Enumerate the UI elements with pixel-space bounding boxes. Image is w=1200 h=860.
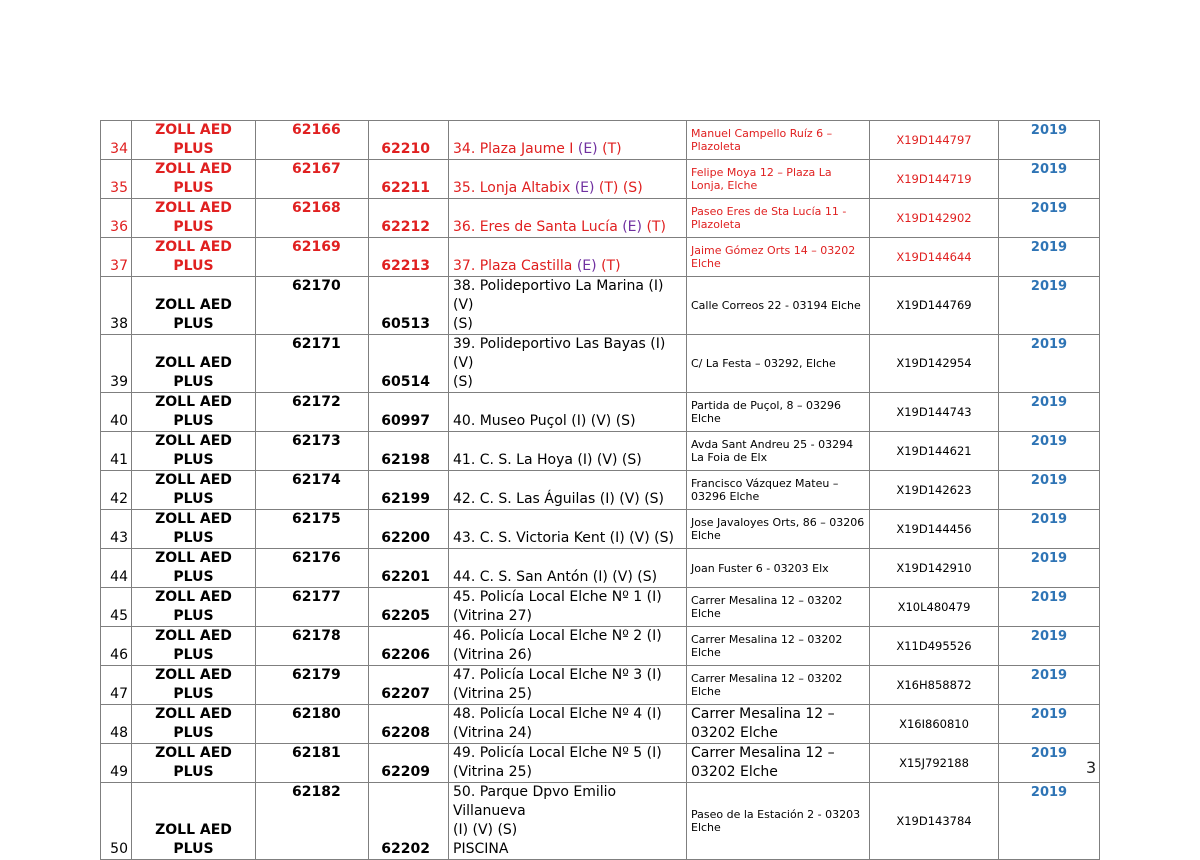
model-cell: ZOLL AED PLUS (132, 549, 256, 588)
location-line: 47. Policía Local Elche Nº 3 (I) (453, 667, 662, 683)
code-b-cell: 62200 (369, 510, 449, 549)
location-line: (I) (V) (S) (453, 822, 518, 838)
location-tag-e: (E) (622, 219, 642, 235)
location-line: 45. Policía Local Elche Nº 1 (I) (453, 589, 662, 605)
location-tag-e: (E) (574, 180, 595, 196)
serial-cell: X19D144797 (870, 121, 999, 160)
row-number: 45 (101, 588, 132, 627)
location-tags: (T) (S) (594, 180, 643, 196)
location-cell (449, 393, 687, 432)
year-cell: 2019 (999, 199, 1100, 238)
serial-cell: X16I860810 (870, 705, 999, 744)
location-name: 36. Eres de Santa Lucía (453, 219, 623, 235)
year-cell: 2019 (999, 588, 1100, 627)
location-line: 43. C. S. Victoria Kent (I) (V) (S) (453, 530, 674, 546)
year-cell: 2019 (999, 393, 1100, 432)
model-cell: ZOLL AED PLUS (132, 277, 256, 335)
location-cell (449, 627, 687, 666)
year-cell: 2019 (999, 432, 1100, 471)
location-cell (449, 471, 687, 510)
model-cell: ZOLL AED PLUS (132, 510, 256, 549)
table-row (101, 549, 1100, 588)
model-cell: ZOLL AED PLUS (132, 199, 256, 238)
code-a-cell: 62172 (256, 393, 369, 432)
code-b-cell: 62209 (369, 744, 449, 783)
serial-cell: X19D144743 (870, 393, 999, 432)
table-row (101, 744, 1100, 783)
table-row (101, 588, 1100, 627)
location-tags: (T) (596, 258, 621, 274)
year-cell: 2019 (999, 783, 1100, 860)
location-cell (449, 335, 687, 393)
row-number: 43 (101, 510, 132, 549)
location-cell (449, 744, 687, 783)
year-cell: 2019 (999, 335, 1100, 393)
code-a-cell: 62167 (256, 160, 369, 199)
code-b-cell: 62206 (369, 627, 449, 666)
code-a-cell: 62168 (256, 199, 369, 238)
table-row (101, 510, 1100, 549)
code-b-cell: 62202 (369, 783, 449, 860)
location-tag-e: (E) (576, 258, 597, 274)
table-row (101, 160, 1100, 199)
location-line: (S) (453, 316, 473, 332)
model-cell: ZOLL AED PLUS (132, 471, 256, 510)
address-cell: Jaime Gómez Orts 14 – 03202 Elche (687, 238, 870, 277)
model-cell: ZOLL AED PLUS (132, 783, 256, 860)
location-cell (449, 705, 687, 744)
row-number: 39 (101, 335, 132, 393)
table-row (101, 432, 1100, 471)
model-cell: ZOLL AED PLUS (132, 627, 256, 666)
year-cell: 2019 (999, 277, 1100, 335)
code-b-cell: 62205 (369, 588, 449, 627)
code-b-cell: 62213 (369, 238, 449, 277)
location-line: (Vitrina 27) (453, 608, 532, 624)
table-row (101, 199, 1100, 238)
code-b-cell: 60997 (369, 393, 449, 432)
location-name: 34. Plaza Jaume I (453, 141, 578, 157)
location-line: 39. Polideportivo Las Bayas (I) (V) (453, 336, 666, 371)
code-b-cell: 62212 (369, 199, 449, 238)
location-cell (449, 160, 687, 199)
year-cell: 2019 (999, 666, 1100, 705)
year-cell: 2019 (999, 238, 1100, 277)
table-row (101, 666, 1100, 705)
row-number: 47 (101, 666, 132, 705)
address-cell: Paseo Eres de Sta Lucía 11 - Plazoleta (687, 199, 870, 238)
location-line: 49. Policía Local Elche Nº 5 (I) (453, 745, 662, 761)
model-cell: ZOLL AED PLUS (132, 238, 256, 277)
table-row (101, 277, 1100, 335)
table-row (101, 471, 1100, 510)
code-a-cell: 62180 (256, 705, 369, 744)
address-cell: Avda Sant Andreu 25 - 03294 La Foia de Elx (687, 432, 870, 471)
serial-cell: X16H858872 (870, 666, 999, 705)
code-b-cell: 60513 (369, 277, 449, 335)
address-cell: Calle Correos 22 - 03194 Elche (687, 277, 870, 335)
page-number: 3 (1086, 758, 1097, 777)
location-line: 42. C. S. Las Águilas (I) (V) (S) (453, 491, 665, 507)
location-cell (449, 199, 687, 238)
serial-cell: X19D142902 (870, 199, 999, 238)
code-a-cell: 62166 (256, 121, 369, 160)
code-b-cell: 60514 (369, 335, 449, 393)
address-cell: Carrer Mesalina 12 – 03202 Elche (687, 588, 870, 627)
model-cell: ZOLL AED PLUS (132, 432, 256, 471)
location-line: (Vitrina 25) (453, 764, 532, 780)
serial-cell: X10L480479 (870, 588, 999, 627)
address-cell: Carrer Mesalina 12 – 03202 Elche (687, 627, 870, 666)
location-tags: (T) (642, 219, 666, 235)
model-cell: ZOLL AED PLUS (132, 705, 256, 744)
location-cell (449, 277, 687, 335)
row-number: 40 (101, 393, 132, 432)
row-number: 41 (101, 432, 132, 471)
code-b-cell: 62210 (369, 121, 449, 160)
location-line: 46. Policía Local Elche Nº 2 (I) (453, 628, 662, 644)
code-a-cell: 62173 (256, 432, 369, 471)
location-line: PISCINA (453, 841, 509, 857)
location-line: 40. Museo Puçol (I) (V) (S) (453, 413, 636, 429)
location-name: 37. Plaza Castilla (453, 258, 577, 274)
address-cell: Partida de Puçol, 8 – 03296 Elche (687, 393, 870, 432)
code-a-cell: 62179 (256, 666, 369, 705)
table-body (101, 121, 1100, 860)
row-number: 44 (101, 549, 132, 588)
address-cell: Paseo de la Estación 2 - 03203 Elche (687, 783, 870, 860)
serial-cell: X19D142954 (870, 335, 999, 393)
location-line: 50. Parque Dpvo Emilio Villanueva (453, 784, 617, 819)
code-a-cell: 62171 (256, 335, 369, 393)
table-row (101, 335, 1100, 393)
serial-cell: X19D144769 (870, 277, 999, 335)
code-b-cell: 62201 (369, 549, 449, 588)
year-cell: 2019 (999, 121, 1100, 160)
model-cell: ZOLL AED PLUS (132, 393, 256, 432)
model-cell: ZOLL AED PLUS (132, 335, 256, 393)
serial-cell: X19D142623 (870, 471, 999, 510)
table-row (101, 393, 1100, 432)
serial-cell: X19D142910 (870, 549, 999, 588)
code-b-cell: 62207 (369, 666, 449, 705)
model-cell: ZOLL AED PLUS (132, 160, 256, 199)
table-row (101, 627, 1100, 666)
code-b-cell: 62208 (369, 705, 449, 744)
location-cell (449, 588, 687, 627)
code-a-cell: 62169 (256, 238, 369, 277)
code-a-cell: 62175 (256, 510, 369, 549)
address-cell: Manuel Campello Ruíz 6 – Plazoleta (687, 121, 870, 160)
year-cell: 2019 (999, 549, 1100, 588)
location-cell (449, 666, 687, 705)
table-row (101, 121, 1100, 160)
location-line: (Vitrina 25) (453, 686, 532, 702)
location-tags: (T) (597, 141, 622, 157)
row-number: 49 (101, 744, 132, 783)
location-line: 41. C. S. La Hoya (I) (V) (S) (453, 452, 642, 468)
code-b-cell: 62198 (369, 432, 449, 471)
serial-cell: X19D144719 (870, 160, 999, 199)
code-a-cell: 62177 (256, 588, 369, 627)
table-row (101, 238, 1100, 277)
code-a-cell: 62178 (256, 627, 369, 666)
row-number: 37 (101, 238, 132, 277)
address-cell: Carrer Mesalina 12 – 03202 Elche (687, 666, 870, 705)
address-cell: Carrer Mesalina 12 – 03202 Elche (687, 705, 870, 744)
address-cell: Joan Fuster 6 - 03203 Elx (687, 549, 870, 588)
row-number: 50 (101, 783, 132, 860)
code-b-cell: 62211 (369, 160, 449, 199)
year-cell: 2019 (999, 705, 1100, 744)
address-cell: Francisco Vázquez Mateu – 03296 Elche (687, 471, 870, 510)
year-cell: 2019 (999, 510, 1100, 549)
code-a-cell: 62181 (256, 744, 369, 783)
serial-cell: X19D144644 (870, 238, 999, 277)
address-cell: Jose Javaloyes Orts, 86 – 03206 Elche (687, 510, 870, 549)
model-cell: ZOLL AED PLUS (132, 666, 256, 705)
address-cell: Carrer Mesalina 12 – 03202 Elche (687, 744, 870, 783)
serial-cell: X15J792188 (870, 744, 999, 783)
year-cell: 2019 (999, 744, 1100, 783)
location-line: 38. Polideportivo La Marina (I) (V) (453, 278, 664, 313)
model-cell: ZOLL AED PLUS (132, 744, 256, 783)
location-cell (449, 121, 687, 160)
location-line: (Vitrina 24) (453, 725, 532, 741)
serial-cell: X19D144456 (870, 510, 999, 549)
code-a-cell: 62182 (256, 783, 369, 860)
location-line: (Vitrina 26) (453, 647, 532, 663)
defibrillator-table (100, 120, 1100, 860)
model-cell: ZOLL AED PLUS (132, 121, 256, 160)
address-cell: Felipe Moya 12 – Plaza La Lonja, Elche (687, 160, 870, 199)
location-tag-e: (E) (577, 141, 598, 157)
serial-cell: X11D495526 (870, 627, 999, 666)
location-line: 48. Policía Local Elche Nº 4 (I) (453, 706, 662, 722)
row-number: 48 (101, 705, 132, 744)
serial-cell: X19D144621 (870, 432, 999, 471)
location-name: 35. Lonja Altabix (453, 180, 575, 196)
row-number: 36 (101, 199, 132, 238)
location-cell (449, 549, 687, 588)
location-cell (449, 238, 687, 277)
table-row (101, 705, 1100, 744)
year-cell: 2019 (999, 471, 1100, 510)
location-cell (449, 510, 687, 549)
model-cell: ZOLL AED PLUS (132, 588, 256, 627)
row-number: 38 (101, 277, 132, 335)
address-cell: C/ La Festa – 03292, Elche (687, 335, 870, 393)
row-number: 42 (101, 471, 132, 510)
row-number: 34 (101, 121, 132, 160)
code-a-cell: 62170 (256, 277, 369, 335)
row-number: 35 (101, 160, 132, 199)
location-line: (S) (453, 374, 473, 390)
year-cell: 2019 (999, 160, 1100, 199)
row-number: 46 (101, 627, 132, 666)
serial-cell: X19D143784 (870, 783, 999, 860)
code-b-cell: 62199 (369, 471, 449, 510)
code-a-cell: 62174 (256, 471, 369, 510)
location-cell (449, 432, 687, 471)
year-cell: 2019 (999, 627, 1100, 666)
code-a-cell: 62176 (256, 549, 369, 588)
location-line: 44. C. S. San Antón (I) (V) (S) (453, 569, 658, 585)
